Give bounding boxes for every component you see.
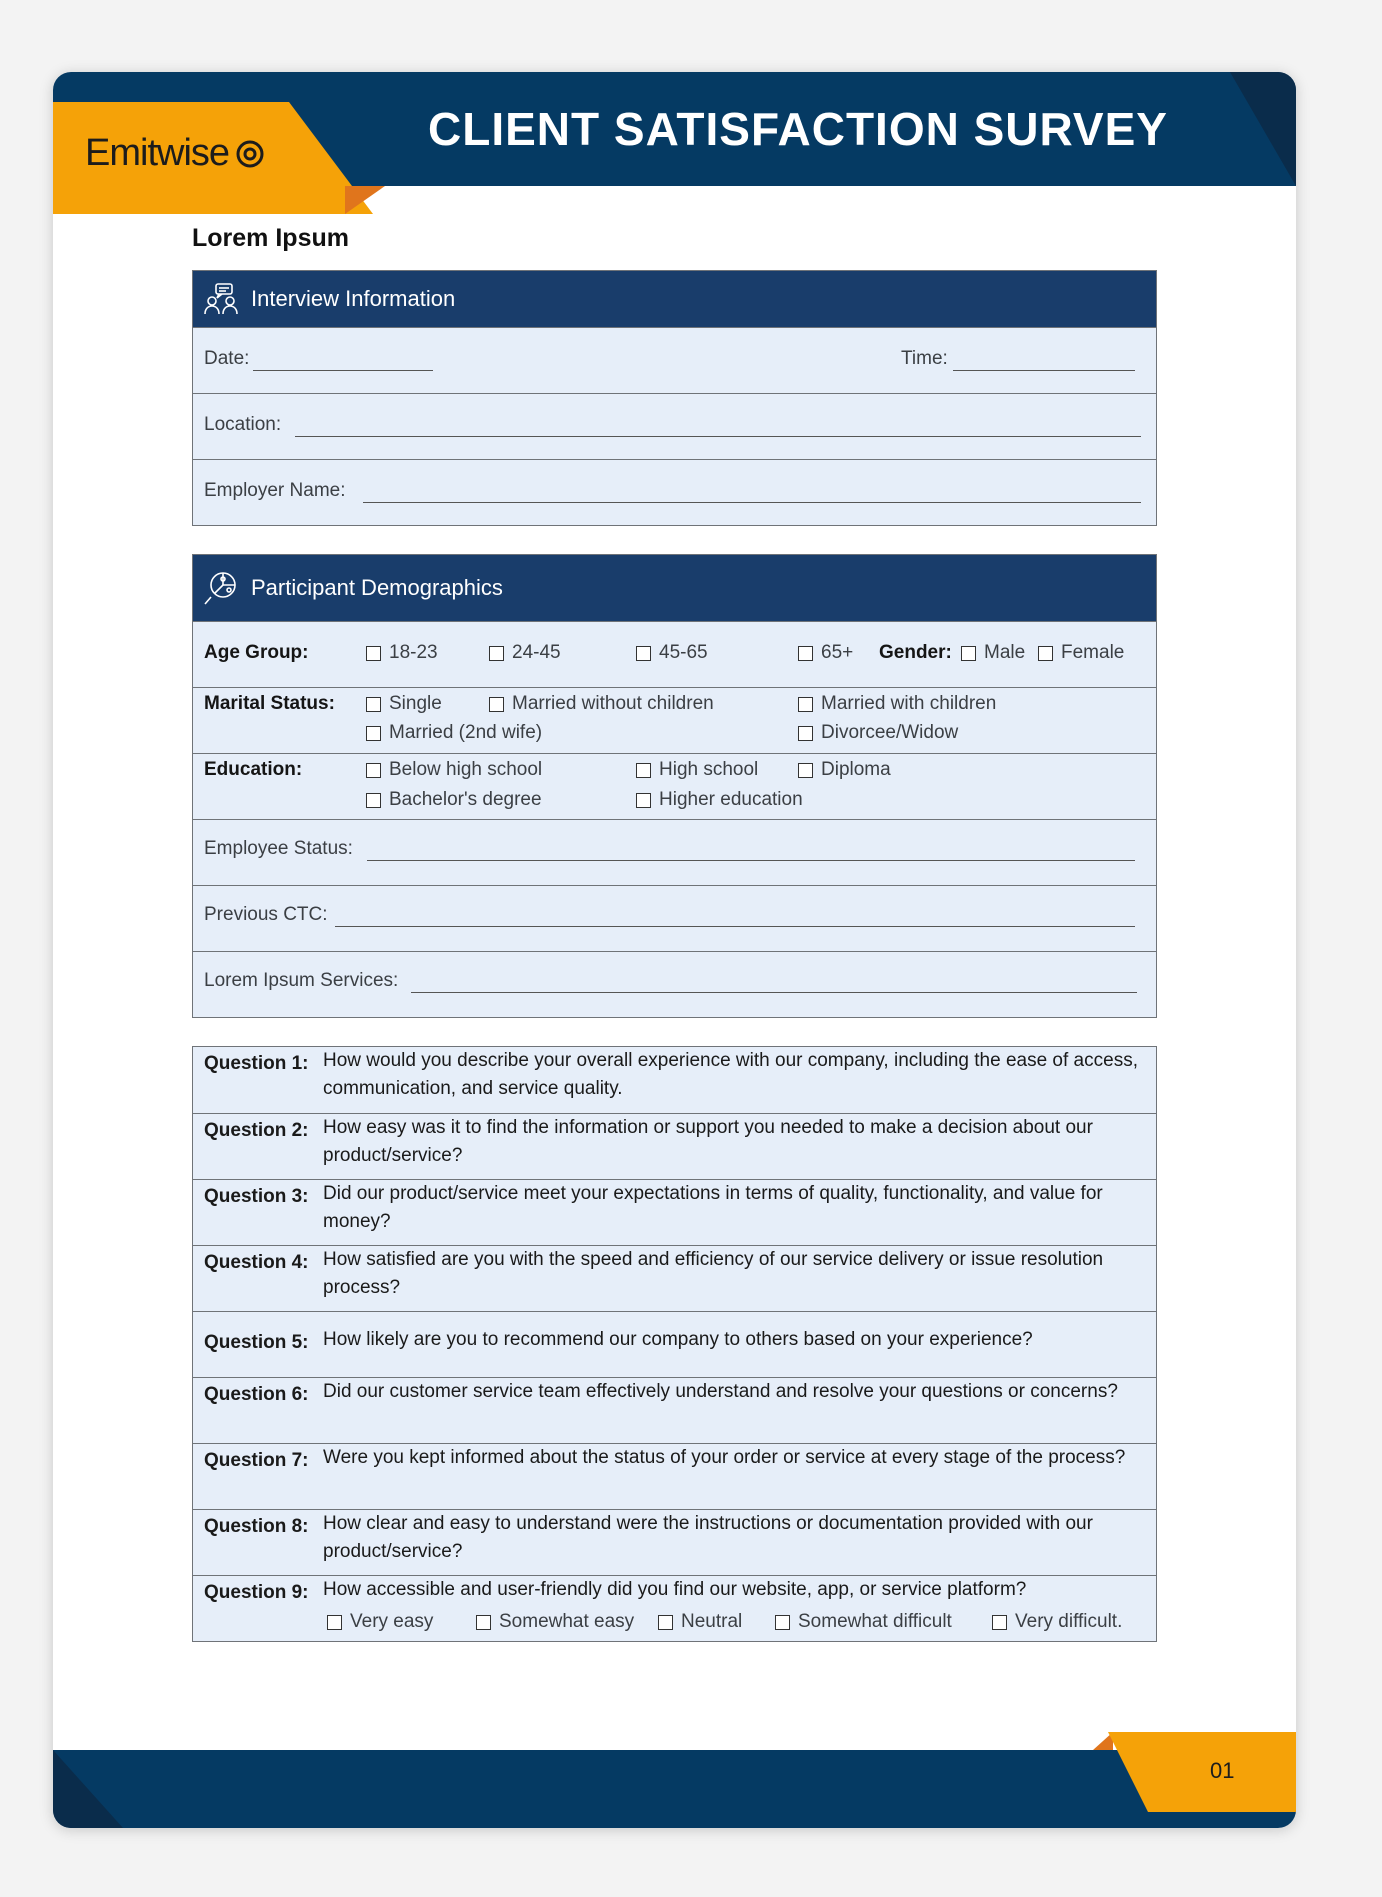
date-field[interactable]	[253, 370, 433, 371]
marital-checkbox-single[interactable]	[366, 693, 442, 715]
question-label: Question 7:	[204, 1450, 309, 1471]
option-label: Married without children	[512, 693, 714, 714]
education-checkbox-bachelors[interactable]	[366, 789, 542, 811]
q9-option-neutral[interactable]	[658, 1611, 742, 1633]
location-label: Location:	[204, 414, 282, 435]
marital-row	[193, 687, 1156, 753]
location-row	[193, 393, 1156, 459]
option-label: Somewhat difficult	[798, 1611, 952, 1632]
option-label: Male	[984, 642, 1026, 663]
age-checkbox-24-45[interactable]	[489, 642, 561, 664]
option-label: Neutral	[681, 1611, 743, 1632]
questions-section	[192, 1046, 1157, 1642]
education-checkbox-below-high-school[interactable]	[366, 759, 542, 781]
question-text: Did our customer service team effectively understand and resolve your questions or concerns?	[323, 1381, 1118, 1402]
checkbox-square[interactable]	[798, 763, 813, 778]
logo-text: Emitwise	[85, 132, 230, 174]
location-field[interactable]	[295, 436, 1141, 437]
checkbox-square[interactable]	[992, 1615, 1007, 1630]
question-text: How likely are you to recommend our company to others based on your experience?	[323, 1329, 1033, 1350]
education-label: Education:	[204, 759, 303, 780]
demographics-title: Participant Demographics	[251, 575, 503, 600]
checkbox-square[interactable]	[366, 763, 381, 778]
demographics-chart-icon	[203, 570, 239, 606]
option-label: Higher education	[659, 789, 803, 810]
checkbox-square[interactable]	[798, 726, 813, 741]
question-row-6	[193, 1377, 1156, 1443]
option-label: Below high school	[389, 759, 543, 780]
age-checkbox-45-65[interactable]	[636, 642, 708, 664]
question-row-5	[193, 1311, 1156, 1377]
question-label: Question 4:	[204, 1252, 309, 1273]
logo-ring-icon	[235, 139, 265, 169]
checkbox-square[interactable]	[775, 1615, 790, 1630]
question-text: How would you describe your overall experience with our company, including the ease of access, communication, and service quality.	[323, 1050, 1138, 1099]
question-text: How clear and easy to understand were the instructions or documentation provided with our product/service?	[323, 1513, 1093, 1562]
option-label: 65+	[821, 642, 854, 663]
question-label: Question 1:	[204, 1053, 309, 1074]
marital-checkbox-divorcee-widow[interactable]	[798, 722, 958, 744]
marital-checkbox-married-no-children[interactable]	[489, 693, 714, 715]
services-field[interactable]	[411, 992, 1137, 993]
marital-checkbox-married-with-children[interactable]	[798, 693, 996, 715]
q9-option-somewhat-easy[interactable]	[476, 1611, 634, 1633]
company-logo	[85, 132, 265, 175]
education-checkbox-diploma[interactable]	[798, 759, 891, 781]
question-text: Did our product/service meet your expectations in terms of quality, functionality, and value for money?	[323, 1183, 1103, 1232]
employer-label: Employer Name:	[204, 480, 346, 501]
services-label: Lorem Ipsum Services:	[204, 970, 399, 991]
checkbox-square[interactable]	[489, 697, 504, 712]
option-label: Married with children	[821, 693, 997, 714]
checkbox-square[interactable]	[636, 763, 651, 778]
age-checkbox-18-23[interactable]	[366, 642, 438, 664]
education-row	[193, 753, 1156, 819]
services-row	[193, 951, 1156, 1017]
checkbox-square[interactable]	[476, 1615, 491, 1630]
checkbox-square[interactable]	[489, 646, 504, 661]
gender-label: Gender:	[879, 642, 952, 663]
question-label: Question 5:	[204, 1332, 309, 1353]
interview-info-header	[193, 271, 1156, 327]
interview-people-icon	[203, 281, 239, 317]
option-label: Married (2nd wife)	[389, 722, 543, 743]
education-checkbox-high-school[interactable]	[636, 759, 758, 781]
question-row-1	[193, 1047, 1156, 1113]
checkbox-square[interactable]	[366, 793, 381, 808]
age-checkbox-65-plus[interactable]	[798, 642, 853, 664]
q9-option-very-difficult[interactable]	[992, 1611, 1122, 1633]
option-label: Female	[1061, 642, 1125, 663]
option-label: Very difficult.	[1015, 1611, 1123, 1632]
previous-ctc-row	[193, 885, 1156, 951]
date-time-row	[193, 327, 1156, 393]
previous-ctc-field[interactable]	[335, 926, 1135, 927]
employee-status-label: Employee Status:	[204, 838, 353, 859]
time-field[interactable]	[953, 370, 1135, 371]
question-label: Question 3:	[204, 1186, 309, 1207]
question-row-4	[193, 1245, 1156, 1311]
checkbox-square[interactable]	[1038, 646, 1053, 661]
question-label: Question 6:	[204, 1384, 309, 1405]
checkbox-square[interactable]	[798, 697, 813, 712]
checkbox-square[interactable]	[366, 646, 381, 661]
page-title: CLIENT SATISFACTION SURVEY	[428, 103, 1168, 155]
question-label: Question 2:	[204, 1120, 309, 1141]
option-label: 45-65	[659, 642, 708, 663]
checkbox-square[interactable]	[636, 646, 651, 661]
question-row-3	[193, 1179, 1156, 1245]
interview-info-section	[192, 270, 1157, 526]
option-label: 24-45	[512, 642, 561, 663]
option-label: Bachelor's degree	[389, 789, 542, 810]
gender-checkbox-male[interactable]	[961, 642, 1025, 664]
age-group-label: Age Group:	[204, 642, 309, 663]
option-label: Somewhat easy	[499, 1611, 635, 1632]
question-label: Question 9:	[204, 1582, 309, 1603]
survey-page	[53, 72, 1296, 1828]
marital-status-label: Marital Status:	[204, 693, 335, 714]
age-gender-row	[193, 621, 1156, 687]
previous-ctc-label: Previous CTC:	[204, 904, 328, 925]
interview-info-title: Interview Information	[251, 286, 456, 311]
option-label: Very easy	[350, 1611, 434, 1632]
option-label: Divorcee/Widow	[821, 722, 959, 743]
q9-option-somewhat-difficult[interactable]	[775, 1611, 952, 1633]
question-text: How satisfied are you with the speed and efficiency of our service delivery or issue resolution process?	[323, 1249, 1104, 1298]
question-row-8	[193, 1509, 1156, 1575]
checkbox-square[interactable]	[366, 697, 381, 712]
question-row-2	[193, 1113, 1156, 1179]
question-text: How easy was it to find the information or support you needed to make a decision about our product/service?	[323, 1117, 1093, 1166]
option-label: 18-23	[389, 642, 438, 663]
employer-field[interactable]	[363, 502, 1141, 503]
question-label: Question 8:	[204, 1516, 309, 1537]
employer-row	[193, 459, 1156, 525]
checkbox-square[interactable]	[961, 646, 976, 661]
marital-checkbox-married-2nd-wife[interactable]	[366, 722, 542, 744]
question-row-7	[193, 1443, 1156, 1509]
education-checkbox-higher-education[interactable]	[636, 789, 803, 811]
employee-status-row	[193, 819, 1156, 885]
option-label: Single	[389, 693, 442, 714]
time-label: Time:	[901, 348, 948, 369]
question-text: How accessible and user-friendly did you find our website, app, or service platform?	[323, 1579, 1027, 1600]
checkbox-square[interactable]	[798, 646, 813, 661]
checkbox-square[interactable]	[327, 1615, 342, 1630]
checkbox-square[interactable]	[366, 726, 381, 741]
option-label: High school	[659, 759, 759, 780]
question-row-9	[193, 1575, 1156, 1641]
page-number: 01	[1210, 1758, 1235, 1783]
checkbox-square[interactable]	[636, 793, 651, 808]
demographics-section	[192, 554, 1157, 1018]
footer-band	[53, 1750, 1296, 1828]
document-subtitle: Lorem Ipsum	[192, 224, 349, 252]
demographics-header	[193, 555, 1156, 621]
option-label: Diploma	[821, 759, 891, 780]
checkbox-square[interactable]	[658, 1615, 673, 1630]
employee-status-field[interactable]	[367, 860, 1135, 861]
question-text: Were you kept informed about the status of your order or service at every stage of the process?	[323, 1447, 1126, 1468]
date-label: Date:	[204, 348, 250, 369]
q9-option-very-easy[interactable]	[327, 1611, 433, 1633]
gender-checkbox-female[interactable]	[1038, 642, 1124, 664]
